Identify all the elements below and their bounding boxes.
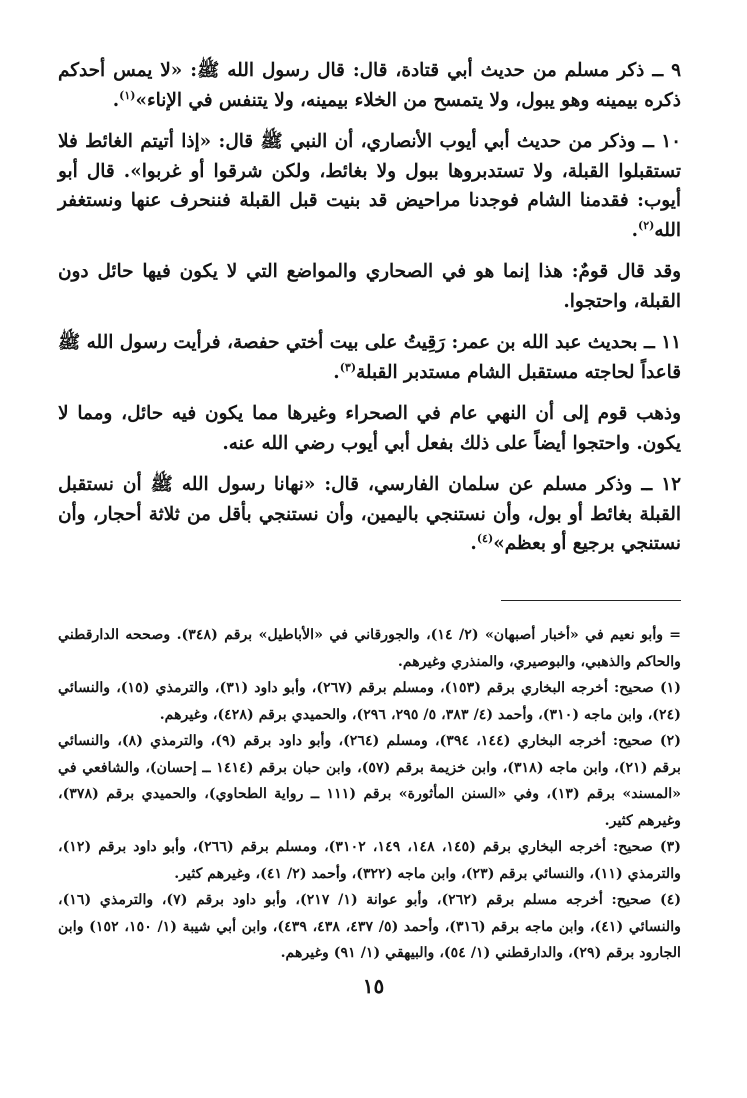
paragraph-text: ٩ ــ ذكر مسلم من حديث أبي قتادة، قال: قال رسول الله ﷺ: «لا يمس أحدكم ذكره بيمينه وهو يبول، ولا يتمسح من الخلاء بيمينه، ولا يتنفس في الإناء» — [58, 60, 681, 111]
paragraph-12 — [58, 470, 681, 559]
footnotes — [58, 622, 681, 967]
footnote-3: (٣) صحيح: أخرجه البخاري برقم (١٤٥، ١٤٨، ١٤٩، ٣١٠٢)، ومسلم برقم (٢٦٦)، وأبو داود برقم (١٢)، والترمذي (١١)، والنسائي برقم (٢٣)، وابن ماجه (٣٢٢)، وأحمد (٢/ ٤١)، وغيرهم كثير. — [58, 839, 681, 882]
paragraph-9 — [58, 56, 681, 115]
paragraph-opinion — [58, 257, 681, 316]
footnote-continuation — [58, 622, 681, 675]
paragraph-general-prohibition — [58, 399, 681, 458]
footnote-ref: (٢) — [637, 218, 655, 232]
footnote-ref: (١) — [119, 88, 136, 102]
footnote-4: (٤) صحيح: أخرجه مسلم برقم (٢٦٢)، وأبو عوانة (١/ ٢١٧)، وأبو داود برقم (٧)، والترمذي (١٦)، والنسائي (٤١)، وابن ماجه برقم (٣١٦)، وأحمد (٥/ ٤٣٧، ٤٣٨، ٤٣٩)، وابن أبي شيبة (١/ ١٥٠، ١٥٢) وابن الجارود برقم (٢٩)، والدارقطني (١/ ٥٤)، والبيهقي (١/ ٩١) وغيرهم. — [58, 892, 682, 961]
paragraph-tail: . — [631, 219, 638, 241]
paragraph-11 — [58, 328, 681, 387]
footnote-separator — [501, 600, 681, 601]
paragraph-text: ١١ ــ بحديث عبد الله بن عمر: رَقِيتُ على بيت أختي حفصة، فرأيت رسول الله ﷺ قاعداً لحاجته مستقبل الشام مستدبر القبلة — [58, 332, 681, 383]
continuation-mark: = — [669, 627, 682, 643]
footnote-ref: (٤) — [476, 531, 494, 545]
footnote-1: (١) صحيح: أخرجه البخاري برقم (١٥٣)، ومسلم برقم (٢٦٧)، وأبو داود (٣١)، والترمذي (١٥)، والنسائي (٢٤)، وابن ماجه (٣١٠)، وأحمد (٤/ ٣٨٣، ٥/ ٢٩٥، ٢٩٦)، والحميدي برقم (٤٢٨)، وغيرهم. — [58, 680, 681, 723]
paragraph-text: ١٢ ــ وذكر مسلم عن سلمان الفارسي، قال: «نهانا رسول الله ﷺ أن نستقبل القبلة بغائط أو بول، وأن نستنجي باليمين، وأن نستنجي بأقل من ثلاثة أحجار، وأن نستنجي برجيع أو بعظم» — [58, 474, 681, 554]
paragraph-text: ١٠ ــ وذكر من حديث أبي أيوب الأنصاري، أن النبي ﷺ قال: «إذا أتيتم الغائط فلا تستقبلوا القبلة، ولا تستدبروها ببول ولا بغائط، ولكن شرقوا أو غربوا». قال أبو أيوب: فقدمنا الشام فوجدنا مراحيض قد بنيت قبل القبلة فننحرف عنها ونستغفر الله — [58, 131, 681, 241]
main-text — [58, 56, 681, 559]
paragraph-10 — [58, 127, 681, 245]
book-page — [58, 56, 681, 1098]
paragraph-text: وذهب قوم إلى أن النهي عام في الصحراء وغيرها مما يكون فيه حائل، ومما لا يكون. واحتجوا أيضاً على ذلك بفعل أبي أيوب رضي الله عنه. — [58, 403, 682, 454]
page-number: ١٥ — [362, 974, 385, 998]
footnote-ref: (٣) — [339, 360, 357, 374]
footnote-2: (٢) صحيح: أخرجه البخاري (١٤٤، ٣٩٤)، ومسلم (٢٦٤)، وأبو داود برقم (٩)، والترمذي (٨)، والنسائي برقم (٢١)، وابن ماجه (٣١٨)، وابن خزيمة برقم (٥٧)، وابن حبان برقم (١٤١٤ ــ إحسان)، والشافعي في «المسند» برقم (١٣)، وفي «السنن المأثورة» برقم (١١١ ــ رواية الطحاوي)، والحميدي برقم (٣٧٨)، وغيرهم كثير. — [58, 733, 682, 829]
paragraph-tail: . — [112, 89, 120, 111]
paragraph-tail: . — [470, 533, 477, 554]
footnote-text: وأبو نعيم في «أخبار أصبهان» (٢/ ١٤)، والجورقاني في «الأباطيل» برقم (٣٤٨). وصححه الدارقطني والحاكم والذهبي، والبوصيري، والمنذري وغيرهم. — [58, 627, 681, 670]
paragraph-tail: . — [333, 361, 340, 383]
paragraph-text: وقد قال قومٌ: هذا إنما هو في الصحاري والمواضع التي لا يكون فيها حائل دون القبلة، واحتجوا. — [58, 261, 681, 312]
